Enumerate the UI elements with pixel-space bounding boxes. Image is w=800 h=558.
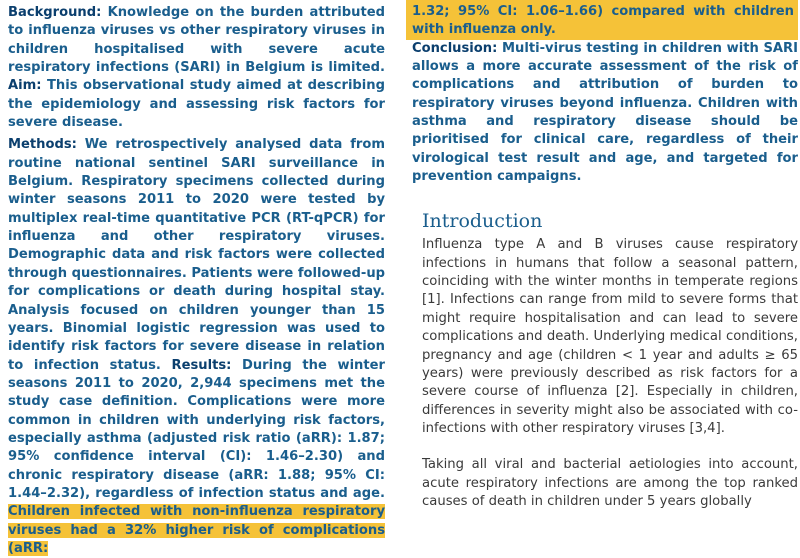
abstract-conclusion-paragraph — [412, 4, 798, 186]
results-label: Results: — [171, 357, 232, 373]
aim-text: This observational study aimed at describing the epidemiology and assessing risk factors for severe disease. — [8, 78, 385, 131]
abstract-left-column — [0, 0, 385, 558]
conclusion-text: Multi-virus testing in children with SARI allows a more accurate assessment of the risk of complications and attribution of burden to respiratory viruses beyond influenza. Children with asthma and respiratory disease should be prioritised for clinical care, regardless of their virological test result and age, and targeted for prevention campaigns. — [412, 40, 798, 185]
highlighted-finding-start: Children infected with non-influenza respiratory viruses had a 32% higher risk of complications (aRR: — [8, 504, 385, 556]
methods-text: We retrospectively analysed data from routine national sentinel SARI surveillance in Belgium. Respiratory specimens collected during winter seasons 2011 to 2020 were tested by multiplex real-time quantitative PCR (RT-qPCR) for influenza and other respiratory viruses. Demographic data and risk factors were collected through questionnaires. Patients were followed-up for complications or death during hospital stay. Analysis focused on children younger than 15 years. Binomial logistic regression was used to identify risk factors for severe disease in relation to infection status. — [8, 137, 386, 373]
introduction-heading: Introduction — [422, 210, 543, 233]
background-label: Background: — [8, 5, 102, 20]
background-text: Knowledge on the burden attributed to influenza viruses vs other respiratory viruses in children hospitalised with severe acute respiratory infections (SARI) in Belgium is limited. — [8, 5, 385, 76]
abstract-methods-results-paragraph — [0, 136, 385, 558]
aim-label: Aim: — [8, 78, 42, 94]
highlighted-finding-end: 1.32; 95% CI: 1.06–1.66) compared with children with influenza only. — [406, 0, 798, 40]
methods-label: Methods: — [8, 137, 77, 153]
abstract-background-aim-paragraph — [0, 4, 385, 132]
introduction-paragraph-2: Taking all viral and bacterial aetiologies into account, acute respiratory infections are among the top ranked causes of death in children under 5 years globally — [422, 457, 798, 509]
introduction-paragraph-1: Influenza type A and B viruses cause respiratory infections in humans that follow a seasonal pattern, coinciding with the winter months in temperate regions [1]. Infections can range from mild to severe forms that might require hospitalisation and can lead to severe complications and death. Underlying medical conditions, pregnancy and age (children < 1 year and adults ≥ 65 years) were previously described as risk factors for a severe course of influenza [2]. Especially in children, differences in severity might also be associated with co-infections with other respiratory viruses [3,4]. — [422, 237, 798, 436]
conclusion-label: Conclusion: — [412, 40, 498, 56]
abstract-right-column — [412, 0, 798, 511]
results-text: During the winter seasons 2011 to 2020, 2,944 specimens met the study case definition. Complications were more common in children with underlying risk factors, especially asthma (adjusted risk ratio (aRR): 1.87; 95% confidence interval (CI): 1.46–2.30) and chronic respiratory disease (aRR: 1.88; 95% CI: 1.44–2.32), regardless of infection status and age. — [8, 357, 385, 501]
